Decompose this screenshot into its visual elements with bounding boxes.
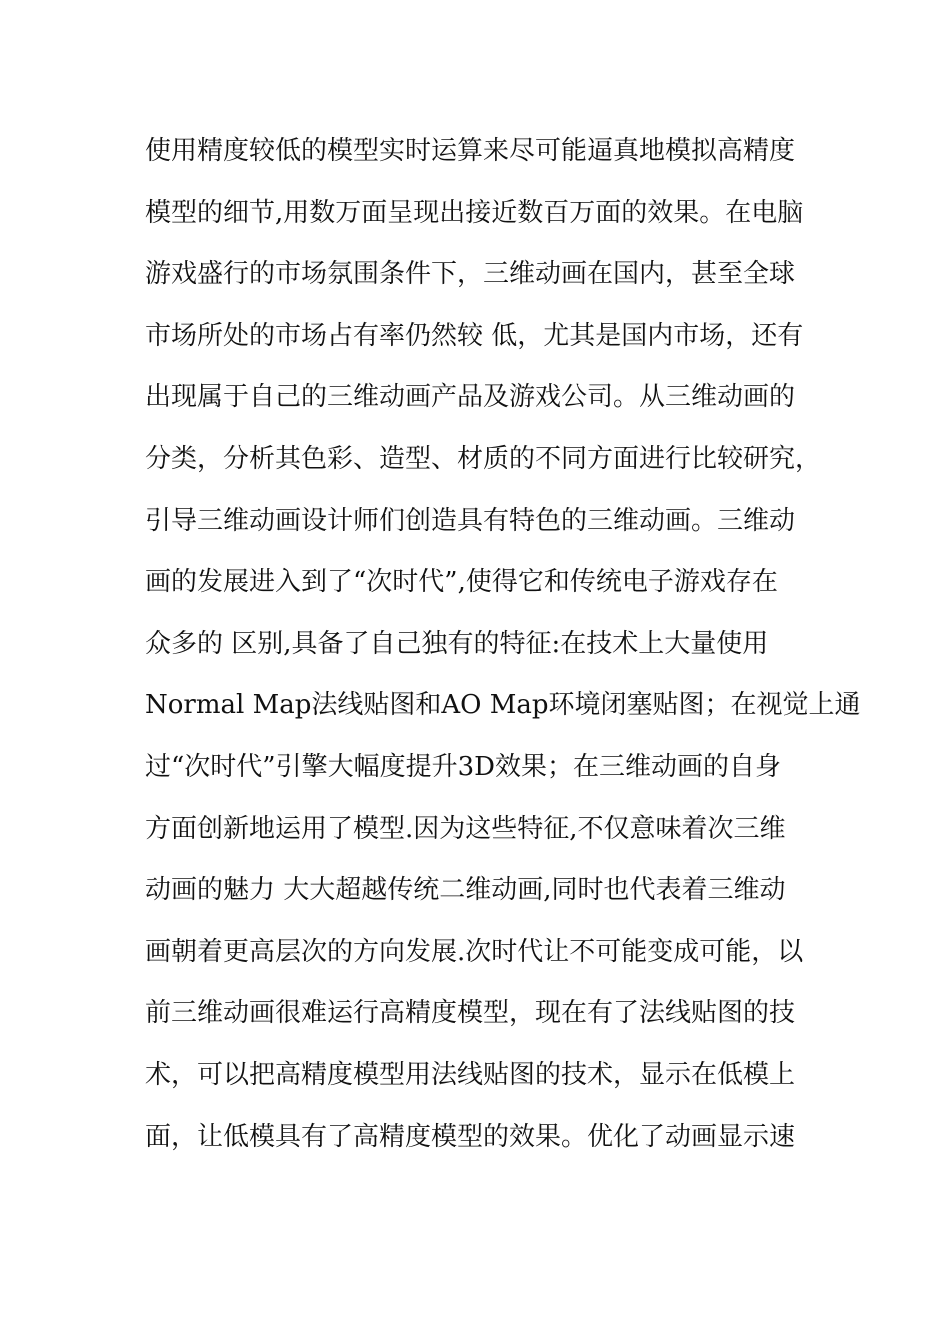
text-line: 游戏盛行的市场氛围条件下，三维动画在国内，甚至全球	[145, 259, 796, 290]
text-line: 市场所处的市场占有率仍然较 低，尤其是国内市场，还有	[145, 320, 804, 351]
text-line: 前三维动画很难运行高精度模型，现在有了法线贴图的技	[145, 998, 796, 1029]
text-line: 动画的魅力 大大超越传统二维动画,同时也代表着三维动	[145, 875, 786, 906]
text-line: 引导三维动画设计师们创造具有特色的三维动画。三维动	[145, 505, 796, 536]
text-line: 方面创新地运用了模型.因为这些特征,不仅意味着次三维	[145, 813, 786, 844]
text-line: 画的发展进入到了“次时代”,使得它和传统电子游戏存在	[145, 567, 778, 598]
text-line: 使用精度较低的模型实时运算来尽可能逼真地模拟高精度	[145, 136, 796, 166]
text-line: Normal Map法线贴图和AO Map环境闭塞贴图；在视觉上通	[145, 690, 861, 721]
text-line: 众多的 区别,具备了自己独有的特征:在技术上大量使用	[145, 628, 769, 659]
text-line: 画朝着更高层次的方向发展.次时代让不可能变成可能，以	[145, 936, 804, 967]
body-paragraph	[145, 128, 861, 1175]
text-line: 面，让低模具有了高精度模型的效果。优化了动画显示速	[145, 1121, 796, 1152]
text-line: 模型的细节,用数万面呈现出接近数百万面的效果。在电脑	[145, 197, 804, 228]
text-line: 出现属于自己的三维动画产品及游戏公司。从三维动画的	[145, 382, 796, 413]
text-line: 分类，分析其色彩、造型、材质的不同方面进行比较研究，	[145, 443, 822, 474]
text-line: 过“次时代”引擎大幅度提升3D效果；在三维动画的自身	[145, 751, 781, 782]
text-line: 术，可以把高精度模型用法线贴图的技术，显示在低模上	[145, 1059, 796, 1090]
